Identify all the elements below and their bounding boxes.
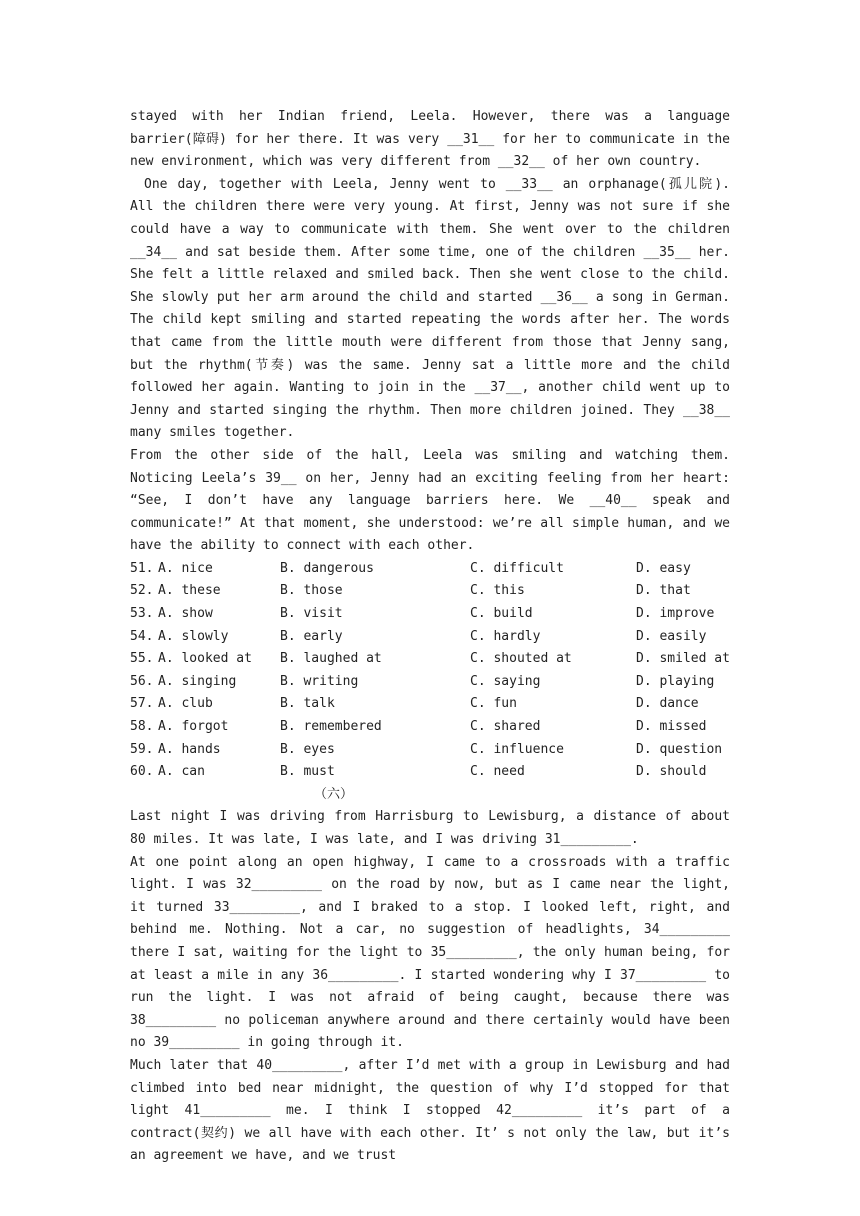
option-row: [130, 558, 730, 581]
option-row: [130, 580, 730, 603]
option-b: B. those: [280, 583, 343, 599]
question-number: 57.: [130, 696, 154, 712]
option-b: B. remembered: [280, 719, 382, 735]
options-list: [130, 558, 730, 784]
option-d: D. that: [636, 583, 691, 599]
option-row: [130, 716, 730, 739]
option-b: B. must: [280, 764, 335, 780]
option-c: C. hardly: [470, 628, 541, 644]
question-number: 54.: [130, 628, 154, 644]
option-row: [130, 761, 730, 784]
question-number: 60.: [130, 764, 154, 780]
passage1-paragraph-3: From the other side of the hall, Leela was smiling and watching them. Noticing Leela’s 39__ on her, Jenny had an exciting feeling from her heart: “See, I don’t have any language barriers here. We __40__ speak and communicate!” At that moment, she understood: we’re all simple human, and we have the ability to connect with each other.: [130, 447, 730, 554]
option-a: A. forgot: [158, 719, 229, 735]
option-d: D. dance: [636, 696, 699, 712]
option-b: B. visit: [280, 606, 343, 622]
option-d: D. improve: [636, 606, 715, 622]
question-number: 59.: [130, 741, 154, 757]
option-c: C. build: [470, 606, 533, 622]
option-c: C. need: [470, 764, 525, 780]
section-heading: （六）: [314, 786, 354, 802]
option-row: [130, 626, 730, 649]
option-b: B. eyes: [280, 741, 335, 757]
option-b: B. writing: [280, 673, 359, 689]
question-number: 53.: [130, 606, 154, 622]
option-d: D. question: [636, 741, 723, 757]
question-number: 51.: [130, 560, 154, 576]
option-a: A. these: [158, 583, 221, 599]
passage2-paragraph-2: At one point along an open highway, I came to a crossroads with a traffic light. I was 32_________ on the road by now, but as I came near the light, it turned 33_________, and I braked to a stop. I looked left, right, and behind me. Nothing. Not a car, no suggestion of headlights, 34_________ there I sat, waiting for the light to 35_________, the only human being, for at least a mile in any 36_________. I started wondering why I 37_________ to run the light. I was not afraid of being caught, because there was 38_________ no policeman anywhere around and there certainly would have been no 39_________ in going through it.: [130, 854, 730, 1051]
passage2-paragraph-3: Much later that 40_________, after I’d met with a group in Lewisburg and had climbed into bed near midnight, the question of why I’d stopped for that light 41_________ me. I think I stopped 42_________ it’s part of a contract(契约) we all have with each other. It’ s not only the law, but it’s an agreement we have, and we trust: [130, 1057, 730, 1164]
option-a: A. slowly: [158, 628, 229, 644]
option-b: B. talk: [280, 696, 335, 712]
passage1-paragraph-1: stayed with her Indian friend, Leela. However, there was a language barrier(障碍) for her there. It was very __31__ for her to communicate in the new environment, which was very different from __32__ of her own country.: [130, 109, 730, 170]
option-d: D. missed: [636, 719, 707, 735]
option-b: B. dangerous: [280, 560, 374, 576]
passage2-paragraph-1: Last night I was driving from Harrisburg to Lewisburg, a distance of about 80 miles. It was late, I was late, and I was driving 31_________.: [130, 809, 730, 847]
question-number: 56.: [130, 673, 154, 689]
question-number: 52.: [130, 583, 154, 599]
option-a: A. singing: [158, 673, 237, 689]
option-d: D. easy: [636, 560, 691, 576]
option-c: C. saying: [470, 673, 541, 689]
option-b: B. early: [280, 628, 343, 644]
option-b: B. laughed at: [280, 651, 382, 667]
passage1-paragraph-2: One day, together with Leela, Jenny went to __33__ an orphanage(孤儿院). All the children there were very young. At first, Jenny was not sure if she could have a way to communicate with them. She went over to the children __34__ and sat beside them. After some time, one of the children __35__ her. She felt a little relaxed and smiled back. Then she went close to the child. She slowly put her arm around the child and started __36__ a song in German. The child kept smiling and started repeating the words after her. The words that came from the little mouth were different from those that Jenny sang, but the rhythm(节奏) was the same. Jenny sat a little more and the child followed her again. Wanting to join in the __37__, another child went up to Jenny and started singing the rhythm. Then more children joined. They __38__ many smiles together.: [130, 176, 730, 441]
option-row: [130, 648, 730, 671]
question-number: 58.: [130, 719, 154, 735]
option-row: [130, 693, 730, 716]
question-number: 55.: [130, 651, 154, 667]
option-a: A. looked at: [158, 651, 252, 667]
option-a: A. nice: [158, 560, 213, 576]
option-row: [130, 603, 730, 626]
option-d: D. easily: [636, 628, 707, 644]
option-c: C. shouted at: [470, 651, 572, 667]
option-c: C. fun: [470, 696, 517, 712]
option-row: [130, 739, 730, 762]
option-c: C. influence: [470, 741, 564, 757]
option-d: D. should: [636, 764, 707, 780]
option-c: C. difficult: [470, 560, 564, 576]
option-d: D. playing: [636, 673, 715, 689]
option-a: A. hands: [158, 741, 221, 757]
option-row: [130, 671, 730, 694]
option-c: C. shared: [470, 719, 541, 735]
option-d: D. smiled at: [636, 651, 730, 667]
option-a: A. club: [158, 696, 213, 712]
option-a: A. can: [158, 764, 205, 780]
option-a: A. show: [158, 606, 213, 622]
option-c: C. this: [470, 583, 525, 599]
